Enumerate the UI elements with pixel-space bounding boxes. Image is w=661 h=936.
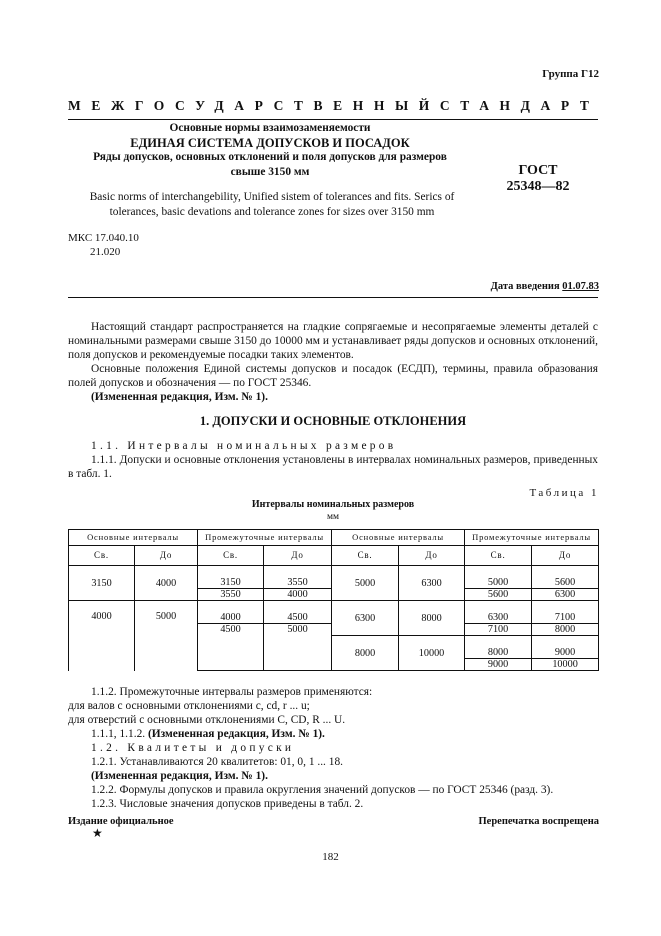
table-1-number: Таблица 1 xyxy=(529,487,599,499)
table-cell: 4500 xyxy=(198,624,264,636)
text-1-1-2: 1.1.2. Промежуточные интервалы размеров применяются: xyxy=(91,686,373,698)
header-main-left: Основные интервалы xyxy=(69,530,198,546)
table-cell: 5000 xyxy=(264,624,332,636)
section-1-1-1: 1.1.1. Допуски и основные отклонения установлены в интервалах номинальных размеров, приведенных в табл. 1. xyxy=(68,454,598,480)
gost-designation xyxy=(476,163,600,195)
col-sv: Св. xyxy=(465,546,532,566)
table-cell: 3150 xyxy=(69,566,135,601)
section-1-1-text: 1.1. Интервалы номинальных размеров xyxy=(91,440,397,452)
title-block xyxy=(70,121,470,179)
english-title-line-1: Basic norms of interchangebility, Unified sistem of tolerances and fits. Serics of xyxy=(89,191,455,203)
table-cell: 6300 xyxy=(332,601,399,636)
section-1-heading: 1. ДОПУСКИ И ОСНОВНЫЕ ОТКЛОНЕНИЯ xyxy=(199,414,467,428)
effective-date xyxy=(491,281,599,292)
table-cell: 3550 xyxy=(198,589,264,601)
header-inter-left: Промежуточные интервалы xyxy=(198,530,332,546)
header-rule xyxy=(68,119,598,120)
title-line-3: Ряды допусков, основных отклонений и поля допусков для размеров xyxy=(93,151,447,163)
table-cell: 5600 xyxy=(532,577,599,589)
table-cell: 5000 xyxy=(465,577,532,589)
text-holes: для отверстий с основными отклонениями C, CD, R ... U. xyxy=(68,714,346,726)
amendment-refs: 1.1.1, 1.1.2. xyxy=(91,728,146,740)
mks-codes xyxy=(68,231,139,259)
date-rule xyxy=(68,297,598,298)
banner-standard: СТАНДАРТ xyxy=(439,98,600,113)
table-cell: 8000 xyxy=(465,647,532,659)
table-cell: 3150 xyxy=(198,577,264,589)
section-1-2 xyxy=(68,741,598,755)
table-cell: 3550 xyxy=(264,577,332,589)
table-cell: 5000 xyxy=(135,601,198,671)
table-cell: 7100 xyxy=(465,624,532,636)
intro-paragraph-2: Основные положения Единой системы допусков и посадок (ЕСДП), термины, правила образования полей допусков и обозначения — по ГОСТ 25346. xyxy=(68,363,598,389)
section-1-2-text: 1.2. Квалитеты и допуски xyxy=(91,742,295,754)
col-sv: Св. xyxy=(198,546,264,566)
header-main-right: Основные интервалы xyxy=(332,530,465,546)
table-cell: 4000 xyxy=(69,601,135,671)
intervals-table xyxy=(68,529,599,671)
table-cell: 9000 xyxy=(465,659,532,671)
page-number: 182 xyxy=(322,851,339,863)
table-cell: 10000 xyxy=(399,636,465,671)
header-inter-right: Промежуточные интервалы xyxy=(465,530,599,546)
text-shafts: для валов с основными отклонениями c, cd, r ... u; xyxy=(68,700,310,712)
mks-line-1: МКС 17.040.10 xyxy=(68,232,139,244)
table-cell: 7100 xyxy=(532,612,599,624)
group-code: Группа Г12 xyxy=(542,68,599,80)
table-cell: 6300 xyxy=(532,589,599,601)
title-line-2: ЕДИНАЯ СИСТЕМА ДОПУСКОВ И ПОСАДОК xyxy=(130,135,410,150)
official-edition: Издание официальное xyxy=(68,816,174,827)
gost-number: 25348—82 xyxy=(506,179,570,194)
table-cell: 8000 xyxy=(332,636,399,671)
mks-line-2: 21.020 xyxy=(90,246,121,258)
text-1-2-2: 1.2.2. Формулы допусков и правила округления значений допусков — по ГОСТ 25346 (разд. 3). xyxy=(91,784,554,796)
section-1-1 xyxy=(68,439,598,453)
amendment-note: (Измененная редакция, Изм. № 1). xyxy=(147,728,325,740)
col-do: До xyxy=(264,546,332,566)
text-amendment-2: (Измененная редакция, Изм. № 1). xyxy=(91,770,268,782)
col-do: До xyxy=(532,546,599,566)
table-cell: 10000 xyxy=(532,659,599,671)
reprint-prohibited: Перепечатка воспрещена xyxy=(478,816,599,827)
title-line-4: свыше 3150 мм xyxy=(230,165,310,178)
intro-amendment: (Измененная редакция, Изм. № 1). xyxy=(91,391,268,403)
table-cell: 9000 xyxy=(532,647,599,659)
table-cell: 8000 xyxy=(399,601,465,636)
banner-interstate: МЕЖГОСУДАРСТВЕННЫЙ xyxy=(68,98,440,113)
table-cell: 4500 xyxy=(264,612,332,624)
table-cell: 6300 xyxy=(465,612,532,624)
table-cell: 6300 xyxy=(399,566,465,601)
table-cell: 5000 xyxy=(332,566,399,601)
table-1-caption: Интервалы номинальных размеров xyxy=(251,499,415,510)
col-sv: Св. xyxy=(69,546,135,566)
text-amendment-1 xyxy=(68,727,598,741)
col-do: До xyxy=(399,546,465,566)
col-sv: Св. xyxy=(332,546,399,566)
english-title xyxy=(68,190,476,220)
date-label: Дата введения xyxy=(490,281,560,292)
table-cell: 4000 xyxy=(198,612,264,624)
text-1-2-1: 1.2.1. Устанавливаются 20 квалитетов: 01, 0, 1 ... 18. xyxy=(91,756,343,768)
standard-banner xyxy=(68,98,598,114)
table-1-unit: мм xyxy=(326,512,340,522)
gost-label: ГОСТ xyxy=(518,163,558,178)
text-1-2-3: 1.2.3. Числовые значения допусков приведены в табл. 2. xyxy=(91,798,364,810)
table-cell: 8000 xyxy=(532,624,599,636)
english-title-line-2: tolerances, basic devations and tolerance zones for sizes over 3150 mm xyxy=(109,206,435,218)
table-cell: 5600 xyxy=(465,589,532,601)
title-line-1: Основные нормы взаимозаменяемости xyxy=(169,122,371,134)
intro-paragraph-1: Настоящий стандарт распространяется на гладкие сопрягаемые и несопрягаемые элементы деталей с номинальными размерами свыше 3150 до 10000 мм и устанавливает ряды допусков и основных отклонений, поля допусков и рекомендуемые посадки таких элементов. xyxy=(68,321,598,361)
table-cell: 4000 xyxy=(264,589,332,601)
star-icon: ★ xyxy=(92,826,103,840)
date-value: 01.07.83 xyxy=(562,281,599,292)
col-do: До xyxy=(135,546,198,566)
table-cell: 4000 xyxy=(135,566,198,601)
